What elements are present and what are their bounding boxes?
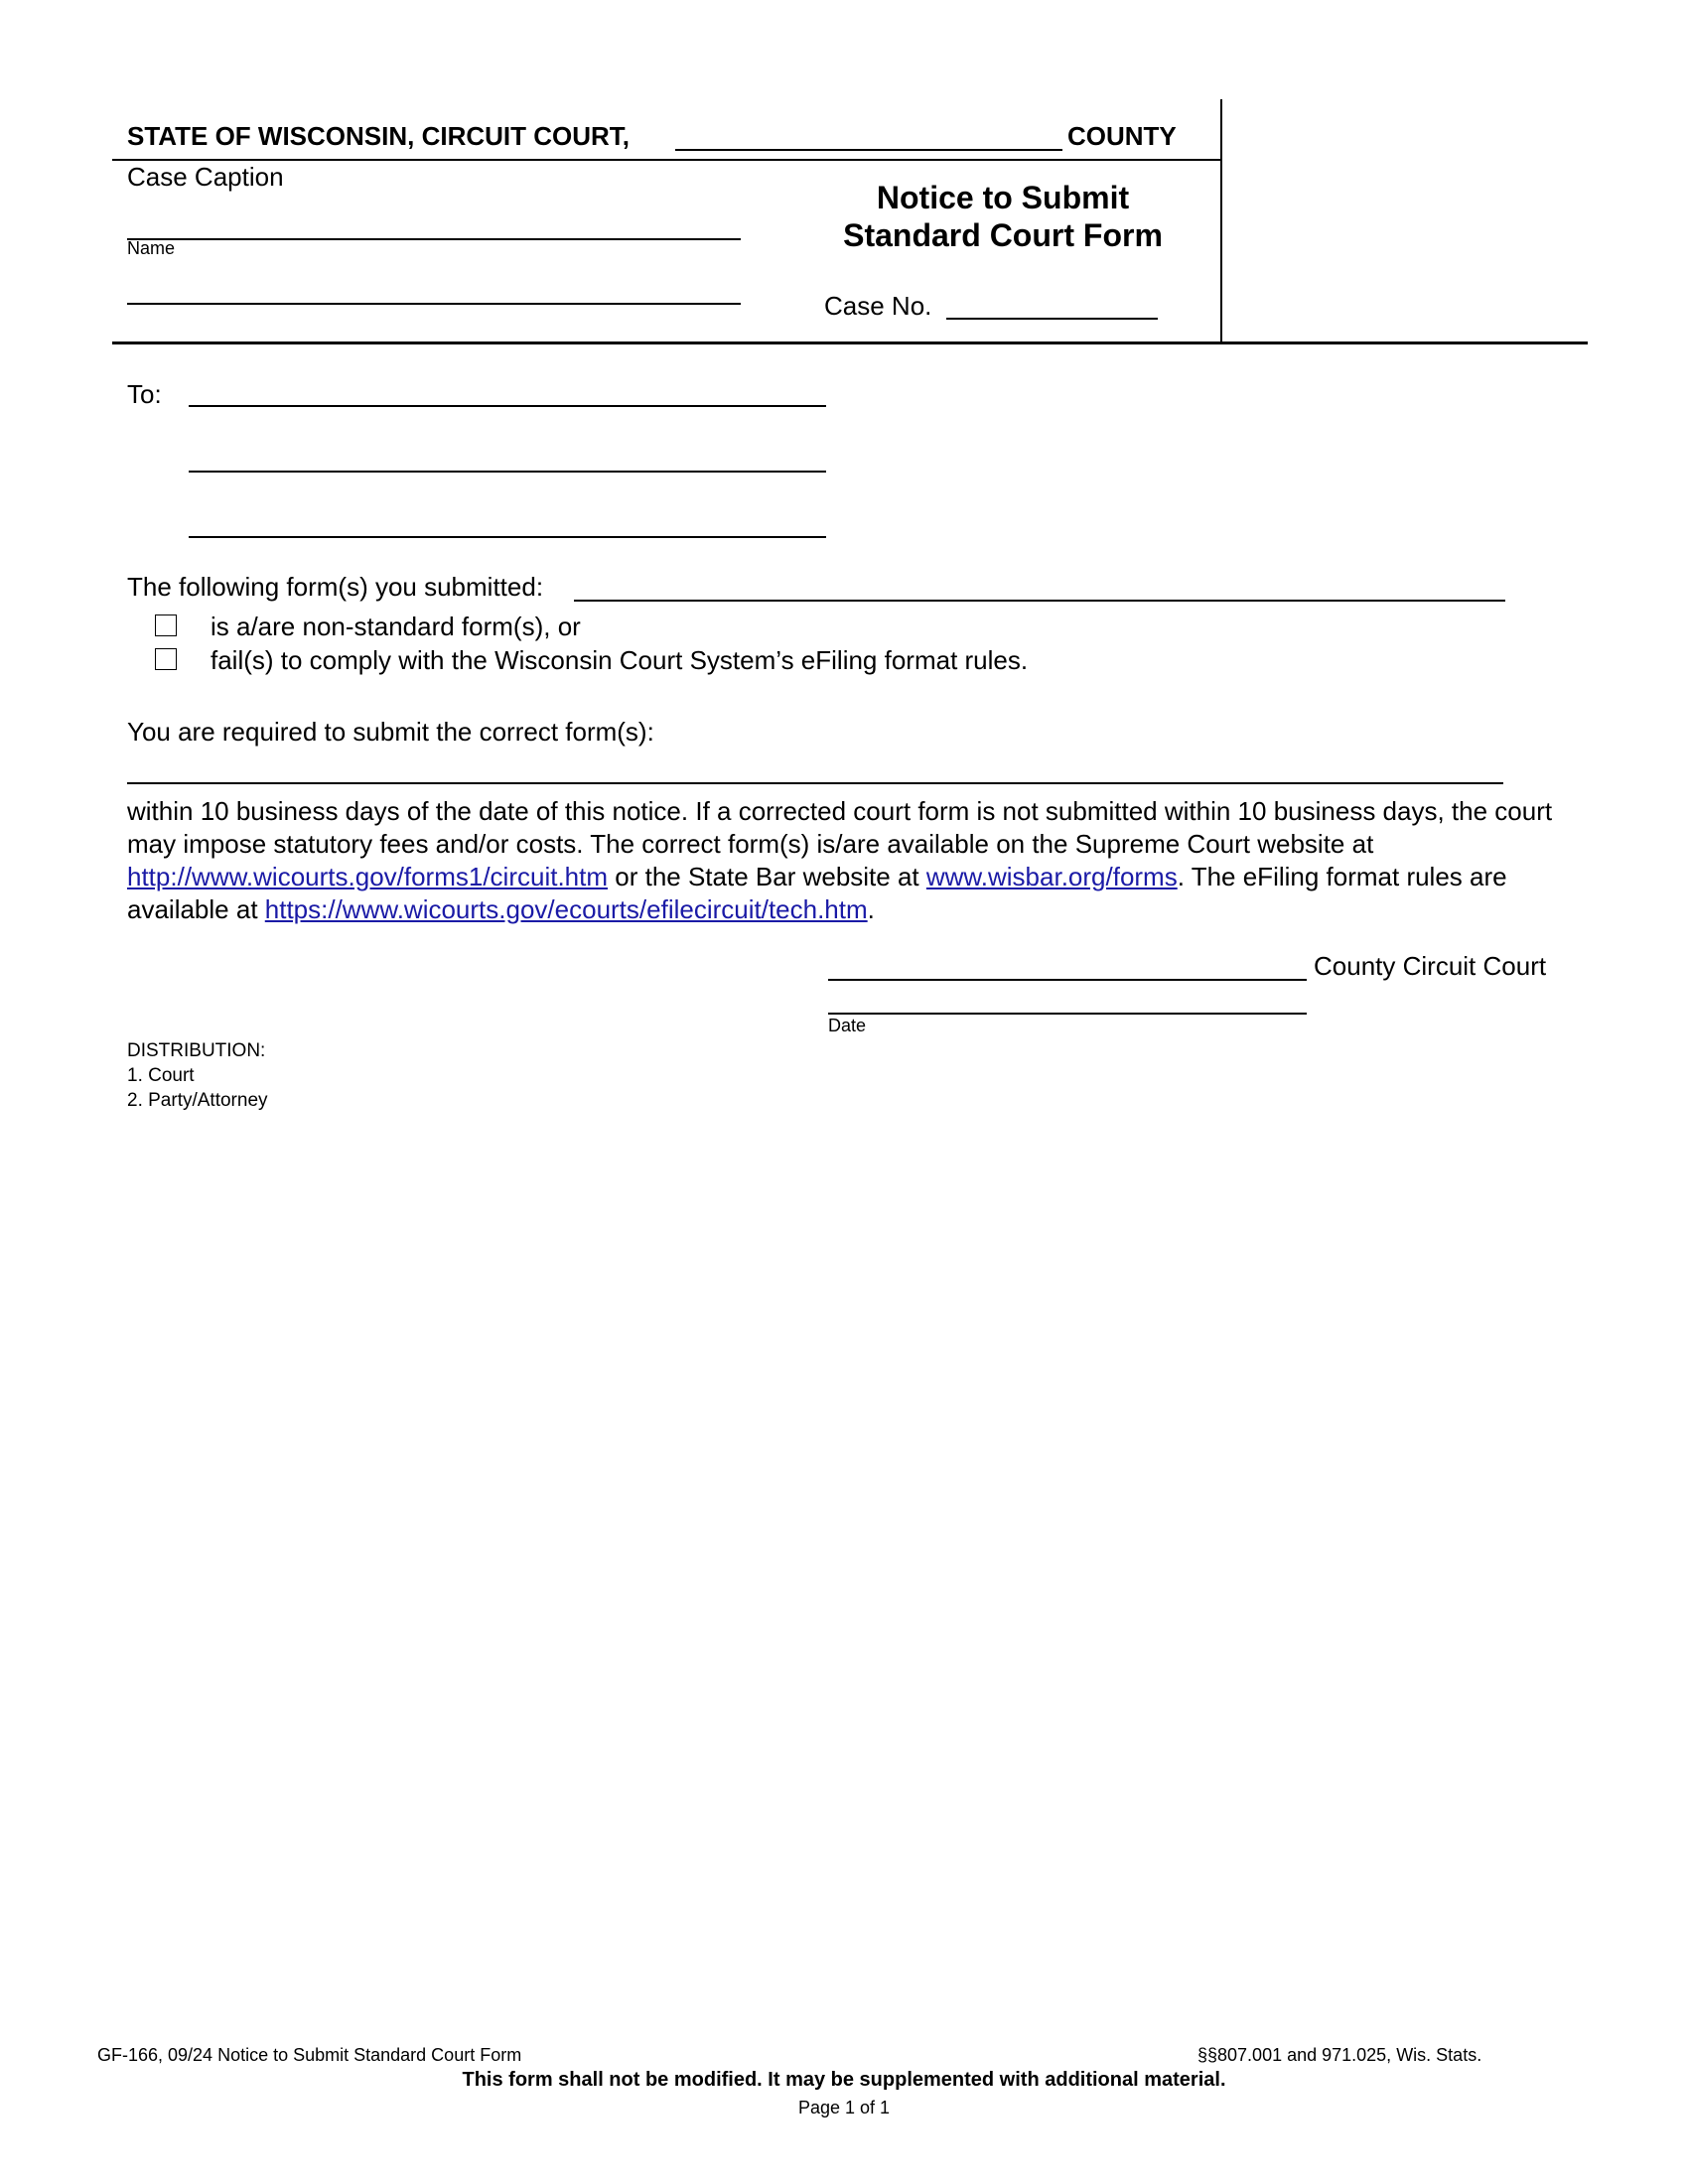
case-no-line[interactable] — [946, 318, 1158, 320]
required-forms-line[interactable] — [127, 782, 1503, 784]
form-title-line-1: Notice to Submit — [876, 180, 1130, 215]
efiling-format-checkbox[interactable] — [155, 648, 177, 670]
court-heading: STATE OF WISCONSIN, CIRCUIT COURT, — [127, 121, 631, 151]
to-line-3[interactable] — [189, 536, 826, 538]
to-line-1[interactable] — [189, 405, 826, 407]
efiling-tech-link[interactable]: https://www.wicourts.gov/ecourts/efilecircuit/tech.htm — [264, 894, 868, 924]
paragraph-text-3: . The eFiling format rules are available at — [127, 862, 1507, 924]
distribution-item: 2. Party/Attorney — [127, 1090, 268, 1111]
form-id: GF-166, 09/24 Notice to Submit Standard Court Form — [97, 2045, 522, 2065]
statutes: §§807.001 and 971.025, Wis. Stats. — [1197, 2045, 1482, 2065]
distribution-item: 1. Court — [127, 1065, 195, 1086]
forms-submitted-line[interactable] — [574, 600, 1505, 602]
county-circuit-court-label: County Circuit Court — [1314, 951, 1547, 981]
header-vertical-rule — [1220, 99, 1222, 343]
wisbar-forms-link[interactable]: www.wisbar.org/forms — [925, 862, 1178, 891]
name-line[interactable] — [127, 238, 741, 240]
county-label: COUNTY — [1067, 121, 1177, 151]
to-label: To: — [127, 379, 162, 409]
form-title — [804, 179, 1201, 254]
case-no-label: Case No. — [824, 291, 932, 321]
non-standard-checkbox[interactable] — [155, 614, 177, 636]
county-circuit-court-line[interactable] — [828, 979, 1307, 981]
name-label: Name — [127, 238, 176, 258]
paragraph-text-4: . — [867, 894, 875, 924]
paragraph-text-1: within 10 business days of the date of this notice. If a corrected court form is not submitted within 10 business days, the court may impose statutory fees and/or costs. The correct form(s) is/are available on the Supreme Court website at — [127, 796, 1553, 859]
modification-notice: This form shall not be modified. It may be supplemented with additional material. — [462, 2069, 1226, 2091]
paragraph-text-2: or the State Bar website at — [608, 862, 926, 891]
form-title-line-2: Standard Court Form — [843, 217, 1163, 253]
page-number: Page 1 of 1 — [797, 2098, 891, 2117]
efiling-format-option: fail(s) to comply with the Wisconsin Court System’s eFiling format rules. — [211, 645, 1029, 675]
circuit-forms-link[interactable]: http://www.wicourts.gov/forms1/circuit.htm — [127, 862, 609, 891]
county-name-line[interactable] — [675, 149, 1062, 151]
header-bottom-rule — [112, 341, 1588, 344]
distribution-title: DISTRIBUTION: — [127, 1040, 266, 1061]
date-label: Date — [828, 1016, 867, 1035]
non-standard-option: is a/are non-standard form(s), or — [211, 612, 581, 641]
header-rule — [112, 159, 1221, 161]
date-line[interactable] — [828, 1013, 1307, 1015]
caption-line-2[interactable] — [127, 303, 741, 305]
instructions-paragraph — [127, 795, 1577, 926]
distribution-block — [127, 1038, 268, 1113]
forms-submitted-label: The following form(s) you submitted: — [127, 572, 544, 602]
required-label: You are required to submit the correct form(s): — [127, 717, 654, 747]
to-line-2[interactable] — [189, 471, 826, 473]
case-caption-label: Case Caption — [127, 162, 284, 192]
